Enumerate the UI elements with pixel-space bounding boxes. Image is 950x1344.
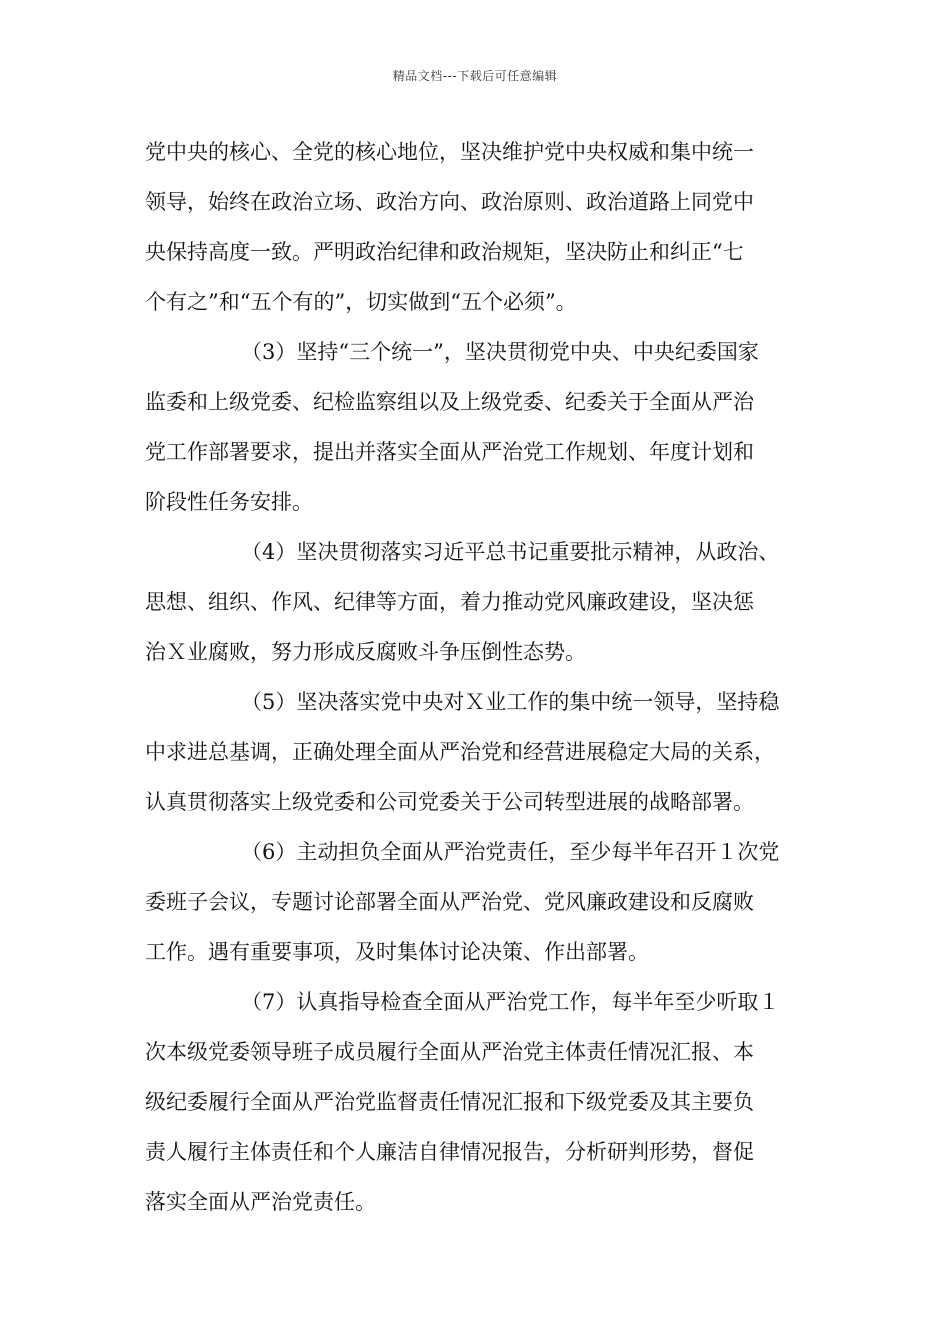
text-line: 阶段性任务安排。: [145, 490, 313, 514]
paragraph-item-3: [145, 327, 810, 527]
text-line: 领导，始终在政治立场、政治方向、政治原则、政治道路上同党中: [145, 190, 754, 214]
page-header: 精品文档---下载后可任意编辑: [392, 69, 558, 83]
document-body: [145, 127, 810, 1227]
paragraph-item-4: [145, 527, 810, 677]
text-line: （3）坚持“三个统一”，坚决贯彻党中央、中央纪委国家: [241, 340, 759, 364]
text-line: 个有之”和“五个有的”，切实做到“五个必须”。: [145, 290, 577, 314]
text-line: （6）主动担负全面从严治党责任，至少每半年召开１次党: [241, 840, 780, 864]
paragraph-item-7: [145, 977, 810, 1227]
text-line: 治Ｘ业腐败，努力形成反腐败斗争压倒性态势。: [145, 640, 586, 664]
text-line: 认真贯彻落实上级党委和公司党委关于公司转型进展的战略部署。: [145, 790, 754, 814]
paragraph-item-5: [145, 677, 810, 827]
paragraph-item-6: [145, 827, 810, 977]
text-line: 次本级党委领导班子成员履行全面从严治党主体责任情况汇报、本: [145, 1040, 754, 1064]
text-line: 监委和上级党委、纪检监察组以及上级党委、纪委关于全面从严治: [145, 390, 754, 414]
text-line: 思想、组织、作风、纪律等方面，着力推动党风廉政建设，坚决惩: [145, 590, 754, 614]
text-line: （5）坚决落实党中央对Ｘ业工作的集中统一领导，坚持稳: [241, 690, 780, 714]
text-line: 央保持高度一致。严明政治纪律和政治规矩，坚决防止和纠正“七: [145, 240, 744, 264]
text-line: 工作。遇有重要事项，及时集体讨论决策、作出部署。: [145, 940, 649, 964]
text-line: 中求进总基调，正确处理全面从严治党和经营进展稳定大局的关系，: [145, 740, 775, 764]
text-line: （7）认真指导检查全面从严治党工作，每半年至少听取１: [241, 990, 780, 1014]
text-line: 级纪委履行全面从严治党监督责任情况汇报和下级党委及其主要负: [145, 1090, 754, 1114]
text-line: 党中央的核心、全党的核心地位，坚决维护党中央权威和集中统一: [145, 140, 754, 164]
text-line: 落实全面从严治党责任。: [145, 1190, 376, 1214]
text-line: 党工作部署要求，提出并落实全面从严治党工作规划、年度计划和: [145, 440, 754, 464]
paragraph-1: [145, 127, 810, 327]
text-line: 委班子会议，专题讨论部署全面从严治党、党风廉政建设和反腐败: [145, 890, 754, 914]
text-line: 责人履行主体责任和个人廉洁自律情况报告，分析研判形势，督促: [145, 1140, 754, 1164]
text-line: （4）坚决贯彻落实习近平总书记重要批示精神，从政治、: [241, 540, 780, 564]
